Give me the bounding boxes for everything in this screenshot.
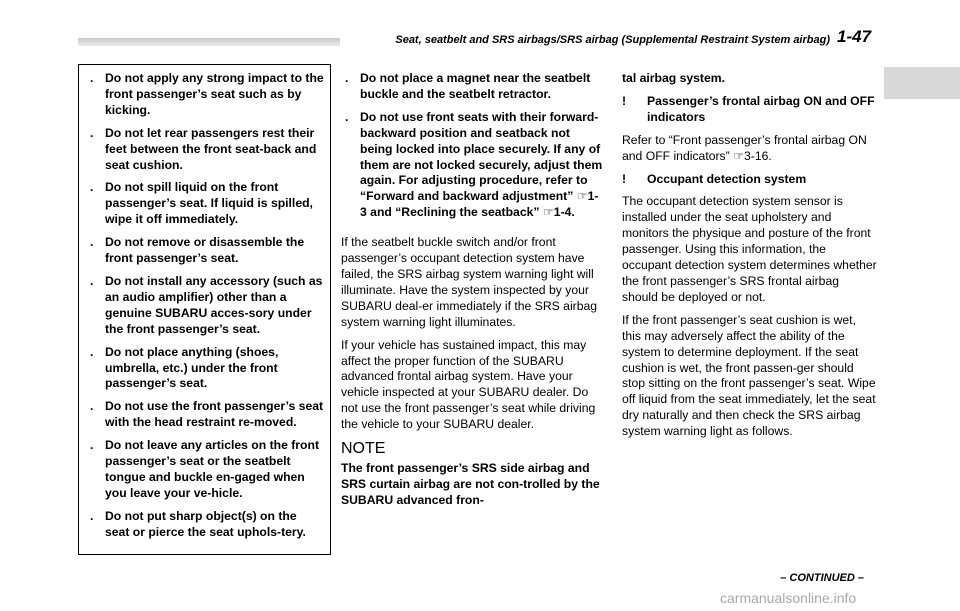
subheading: ! Occupant detection system	[622, 171, 807, 186]
triangle-marker-icon: !	[622, 171, 627, 186]
warning-item: . Do not let rear passengers rest their feet between the front seat-back and seat cushion.	[90, 125, 317, 172]
triangle-marker-icon: !	[622, 93, 627, 108]
warning-item: . Do not spill liquid on the front passenger’s seat. If liquid is spilled, wipe it off immediately.	[90, 180, 313, 227]
warning-item: . Do not put sharp object(s) on the seat or pierce the seat uphols-tery.	[90, 508, 306, 539]
note-heading: NOTE	[341, 440, 386, 458]
column-2	[341, 71, 604, 516]
note-text: The front passenger’s SRS side airbag and SRS curtain airbag are not con-trolled by the SUBARU advanced fron-	[341, 460, 600, 507]
warning-item: . Do not use the front passenger’s seat with the head restraint re-moved.	[90, 399, 324, 430]
subheading: ! Passenger’s frontal airbag ON and OFF indicators	[622, 93, 875, 124]
warning-item: . Do not place a magnet near the seatbelt buckle and the seatbelt retractor.	[345, 71, 591, 101]
warning-item: . Do not install any accessory (such as an audio amplifier) other than a genuine SUBARU acces-sory under the front passenger’s seat.	[90, 273, 323, 336]
warning-item: . Do not use front seats with their forward-backward position and seatback not being locked into place securely. If any of them are not locked securely, adjust them again. For adjusting procedure, refer to “Forward and backward adjustment” ☞1-3 and “Reclining the seatback” ☞1-4.	[345, 109, 603, 220]
continued-label: – CONTINUED –	[780, 572, 864, 584]
section-title: Seat, seatbelt and SRS airbags/SRS airbag (Supplemental Restraint System airbag)	[340, 34, 830, 46]
body-paragraph: If your vehicle has sustained impact, this may affect the proper function of the SUBARU advanced frontal airbag system. Have your vehicle inspected at your SUBARU dealer. Do not use the front passenger’s seat while driving the vehicle to your SUBARU dealer.	[341, 337, 596, 432]
page-number: 1-47	[837, 27, 872, 46]
body-paragraph: The occupant detection system sensor is installed under the seat upholstery and monitors the physique and posture of the front passenger. Using this information, the occupant detection system determines whether the front passenger’s SRS frontal airbag should be deployed or not.	[622, 194, 877, 304]
warning-item: . Do not leave any articles on the front passenger’s seat or the seatbelt tongue and buckle en-gaged when you leave your ve-hicle.	[90, 438, 320, 500]
column-3	[622, 71, 878, 447]
body-paragraph: If the seatbelt buckle switch and/or front passenger’s occupant detection system have failed, the SRS airbag system warning light will illuminate. Have the system inspected by your SUBARU deal-er immediately if the SRS airbag system warning light illuminates.	[341, 235, 598, 329]
body-paragraph: If the front passenger’s seat cushion is wet, this may adversely affect the ability of the system to determine deployment. If the seat cushion is wet, the front passen-ger should stop sitting on the front passenger’s seat. Wipe off liquid from the seat immediately, let the seat dry naturally and then check the SRS airbag system warning light as follows.	[622, 312, 876, 439]
note-continuation: tal airbag system.	[622, 71, 725, 85]
warning-item: . Do not place anything (shoes, umbrella, etc.) under the front passenger’s seat.	[90, 344, 279, 391]
column-1	[86, 71, 324, 548]
watermark: carmanualsonline.info	[720, 590, 857, 606]
warning-item: . Do not apply any strong impact to the front passenger’s seat such as by kicking.	[90, 71, 324, 117]
body-paragraph: Refer to “Front passenger’s frontal airbag ON and OFF indicators” ☞3-16.	[622, 132, 867, 163]
warning-item: . Do not remove or disassemble the front passenger’s seat.	[90, 235, 305, 266]
section-side-tab	[884, 67, 960, 99]
